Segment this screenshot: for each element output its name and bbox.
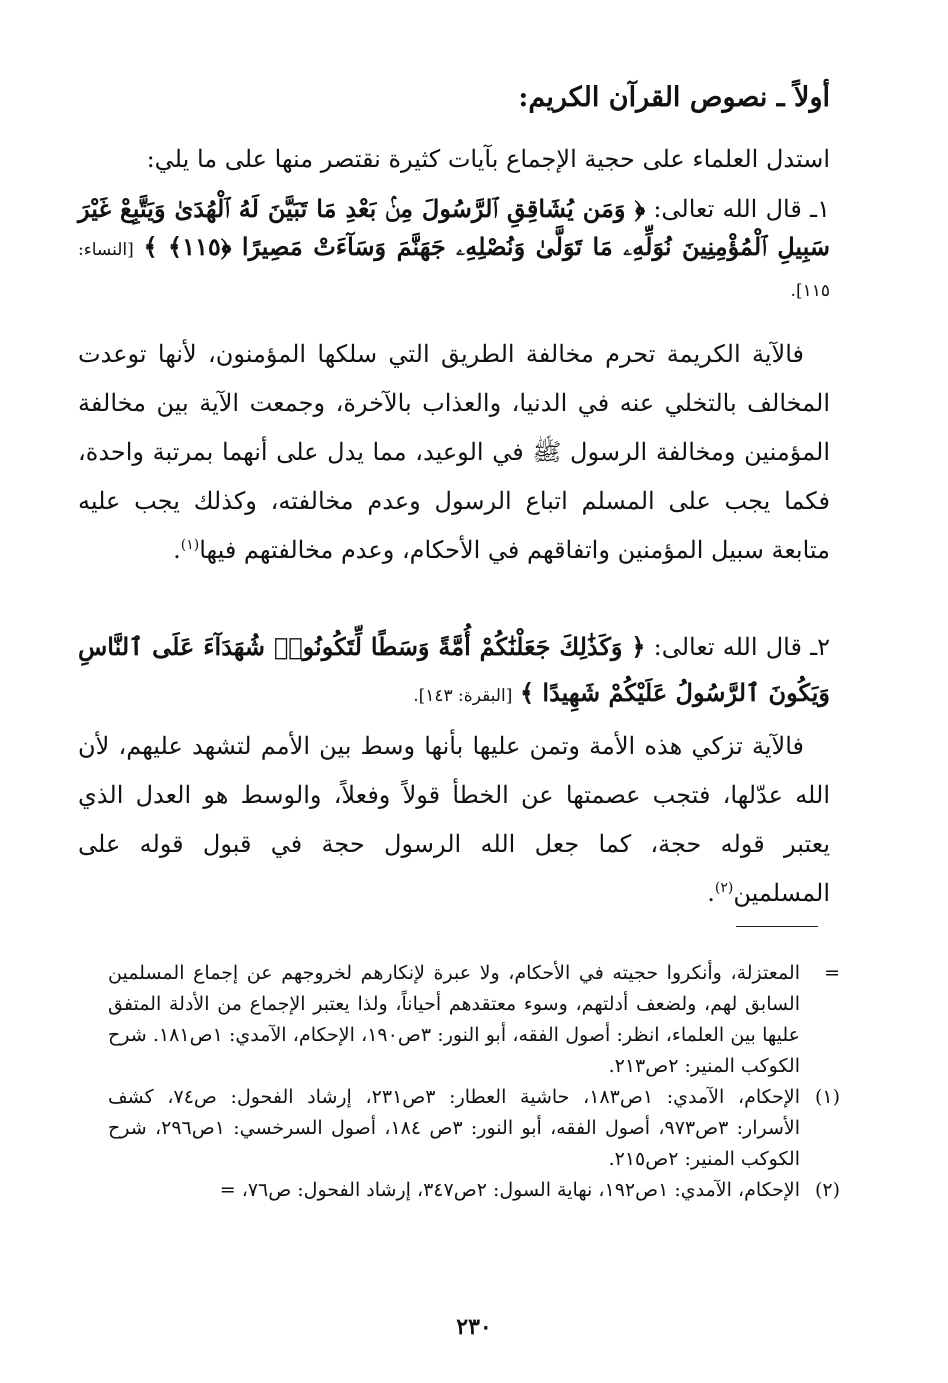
item-1-number: ١ـ قال الله تعالى: (653, 195, 830, 223)
paragraph-2 (78, 722, 830, 918)
page-number: ٢٣٠ (456, 1314, 492, 1340)
item-2-citation: [البقرة: ١٤٣]. (413, 686, 513, 706)
item-1 (78, 190, 830, 310)
footnote-ref-1: (١) (180, 537, 200, 553)
footnote-text: المعتزلة، وأنكروا حجيته في الأحكام، ولا عبرة لإنكارهم لخروجهم عن إجماع المسلمين السابق لهم، ولضعف أدلتهم، وسوء معتقدهم أحياناً، ولذا يعتبر الإجماع من الأدلة المتفق عليها بين العلماء، انظر: أصول الفقه، أبو النور: ٣ص١٩٠، الإحكام، الآمدي: ١ص١٨١. شرح الكوكب المنير: ٢ص٢١٣. (108, 962, 800, 1077)
footnotes (108, 958, 840, 1206)
footnote-marker: = (824, 962, 840, 984)
footnote-continued (108, 958, 840, 1082)
footnote-separator (736, 926, 818, 927)
footnote-marker: (١) (814, 1086, 840, 1108)
paragraph-2-end: . (707, 879, 715, 907)
footnote-ref-2: (٢) (714, 880, 734, 896)
item-1-citation: [النساء: ١١٥]. (78, 240, 830, 301)
footnote-text: الإحكام، الآمدي: ١ص١٩٢، نهاية السول: ٢ص٣٤٧، إرشاد الفحول: ص٧٦، = (219, 1179, 800, 1201)
section-heading: أولاً ـ نصوص القرآن الكريم: (518, 82, 830, 113)
footnote-text: الإحكام، الآمدي: ١ص١٨٣، حاشية العطار: ٣ص٢٣١، إرشاد الفحول: ص٧٤، كشف الأسرار: ٣ص٩٧٣، أصول الفقه، أبو النور: ٣ص ١٨٤، أصول السرخسي: ١ص٢٩٦، شرح الكوكب المنير: ٢ص٢١٥. (108, 1086, 801, 1170)
paragraph-1-text: فالآية الكريمة تحرم مخالفة الطريق التي سلكها المؤمنون، لأنها توعدت المخالف بالتخلي عنه في الدنيا، والعذاب بالآخرة، وجمعت الآية بين مخالفة المؤمنين ومخالفة الرسول ﷺ في الوعيد، مما يدل على أنهما بمرتبة واحدة، فكما يجب على المسلم اتباع الرسول وعدم مخالفته، وكذلك يجب عليه متابعة سبيل المؤمنين واتفاقهم في الأحكام، وعدم مخالفتهم فيها (78, 340, 830, 564)
paragraph-2-text: فالآية تزكي هذه الأمة وتمن عليها بأنها وسط بين الأمم لتشهد عليهم، لأن الله عدّلها، فتجب عصمتها عن الخطأ قولاً وفعلاً، والوسط هو العدل الذي يعتبر قوله حجة، كما جعل الله الرسول حجة في قبول قوله على المسلمين (78, 732, 830, 907)
paragraph-1-end: . (173, 536, 181, 564)
item-2-number: ٢ـ قال الله تعالى: (653, 633, 830, 661)
item-1-verse: ﴿ وَمَن يُشَاقِقِ ٱلرَّسُولَ مِنۢ بَعْدِ مَا تَبَيَّنَ لَهُ ٱلْهُدَىٰ وَيَتَّبِعْ غَيْرَ سَبِيلِ ٱلْمُؤْمِنِينَ نُوَلِّهِۦ مَا تَوَلَّىٰ وَنُصْلِهِۦ جَهَنَّمَ وَسَآءَتْ مَصِيرًا ﴿١١٥﴾ ﴾ (78, 194, 830, 261)
item-2-verse: ﴿ وَكَذَٰلِكَ جَعَلْنَٰكُمْ أُمَّةً وَسَطًا لِّتَكُونُوا۟ شُهَدَآءَ عَلَى ٱلنَّاسِ وَيَكُونَ ٱلرَّسُولُ عَلَيْكُمْ شَهِيدًا ﴾ (78, 632, 830, 707)
intro-paragraph: استدل العلماء على حجية الإجماع بآيات كثيرة نقتصر منها على ما يلي: (146, 145, 830, 173)
footnote-2 (108, 1175, 840, 1206)
footnote-1 (108, 1082, 840, 1175)
item-2 (78, 624, 830, 719)
footnote-marker: (٢) (814, 1179, 840, 1201)
paragraph-1 (78, 330, 830, 575)
